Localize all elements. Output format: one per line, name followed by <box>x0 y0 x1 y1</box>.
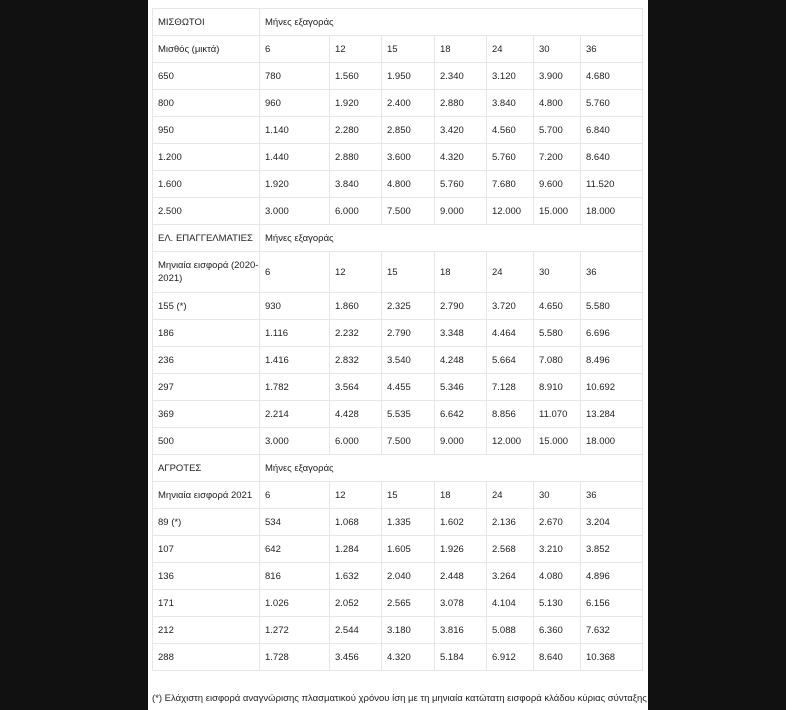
value-cell: 8.496 <box>581 347 643 374</box>
value-cell: 6.000 <box>330 198 382 225</box>
value-cell: 642 <box>260 536 330 563</box>
table-row <box>153 536 643 563</box>
table-row <box>153 509 643 536</box>
value-cell: 3.900 <box>534 63 581 90</box>
value-cell: 816 <box>260 563 330 590</box>
value-cell: 4.080 <box>534 563 581 590</box>
value-cell: 3.000 <box>260 198 330 225</box>
value-cell: 5.760 <box>435 171 487 198</box>
row-label-cell: 171 <box>153 590 260 617</box>
value-cell: 3.078 <box>435 590 487 617</box>
value-cell: 4.464 <box>487 320 534 347</box>
value-cell: 12.000 <box>487 428 534 455</box>
section-title-row <box>153 455 643 482</box>
value-cell: 5.580 <box>534 320 581 347</box>
table-row <box>153 428 643 455</box>
value-cell: 2.670 <box>534 509 581 536</box>
value-cell: 6.156 <box>581 590 643 617</box>
value-cell: 2.232 <box>330 320 382 347</box>
month-header-cell: 12 <box>330 36 382 63</box>
value-cell: 5.760 <box>487 144 534 171</box>
value-cell: 4.800 <box>534 90 581 117</box>
value-cell: 11.520 <box>581 171 643 198</box>
value-cell: 2.790 <box>382 320 435 347</box>
month-header-cell: 36 <box>581 482 643 509</box>
section-title: ΕΛ. ΕΠΑΓΓΕΛΜΑΤΙΕΣ <box>153 225 260 252</box>
value-cell: 7.500 <box>382 428 435 455</box>
value-cell: 5.580 <box>581 293 643 320</box>
value-cell: 18.000 <box>581 428 643 455</box>
value-cell: 1.068 <box>330 509 382 536</box>
value-cell: 6.840 <box>581 117 643 144</box>
value-cell: 7.128 <box>487 374 534 401</box>
month-header-cell: 15 <box>382 252 435 293</box>
value-cell: 6.696 <box>581 320 643 347</box>
value-cell: 1.440 <box>260 144 330 171</box>
value-cell: 3.348 <box>435 320 487 347</box>
value-cell: 3.456 <box>330 644 382 671</box>
value-cell: 10.692 <box>581 374 643 401</box>
value-cell: 12.000 <box>487 198 534 225</box>
value-cell: 15.000 <box>534 198 581 225</box>
value-cell: 7.200 <box>534 144 581 171</box>
value-cell: 5.184 <box>435 644 487 671</box>
value-cell: 1.605 <box>382 536 435 563</box>
value-cell: 4.320 <box>382 644 435 671</box>
table-row <box>153 590 643 617</box>
table-row <box>153 401 643 428</box>
value-cell: 3.420 <box>435 117 487 144</box>
value-cell: 3.852 <box>581 536 643 563</box>
value-cell: 3.264 <box>487 563 534 590</box>
column-label: Μισθός (μικτά) <box>153 36 260 63</box>
column-label: Μηνιαία εισφορά 2021 <box>153 482 260 509</box>
value-cell: 4.896 <box>581 563 643 590</box>
value-cell: 1.335 <box>382 509 435 536</box>
column-header-row <box>153 252 643 293</box>
month-header-cell: 24 <box>487 36 534 63</box>
value-cell: 1.920 <box>330 90 382 117</box>
value-cell: 4.248 <box>435 347 487 374</box>
month-header-cell: 12 <box>330 482 382 509</box>
value-cell: 7.500 <box>382 198 435 225</box>
value-cell: 5.535 <box>382 401 435 428</box>
value-cell: 5.130 <box>534 590 581 617</box>
value-cell: 1.116 <box>260 320 330 347</box>
value-cell: 2.040 <box>382 563 435 590</box>
value-cell: 11.070 <box>534 401 581 428</box>
value-cell: 3.540 <box>382 347 435 374</box>
value-cell: 2.136 <box>487 509 534 536</box>
value-cell: 2.880 <box>330 144 382 171</box>
value-cell: 1.416 <box>260 347 330 374</box>
value-cell: 2.544 <box>330 617 382 644</box>
table-row <box>153 320 643 347</box>
row-label-cell: 288 <box>153 644 260 671</box>
value-cell: 1.284 <box>330 536 382 563</box>
value-cell: 6.360 <box>534 617 581 644</box>
value-cell: 3.840 <box>330 171 382 198</box>
table-row <box>153 144 643 171</box>
table-row <box>153 198 643 225</box>
value-cell: 9.000 <box>435 428 487 455</box>
value-cell: 7.680 <box>487 171 534 198</box>
footnote: (*) Ελάχιστη εισφορά αναγνώρισης πλασματικού χρόνου ίση με τη μηνιαία κατώτατη εισφορά κλάδου κύριας σύνταξης <box>152 693 647 704</box>
month-header-cell: 15 <box>382 482 435 509</box>
month-header-cell: 24 <box>487 252 534 293</box>
row-label-cell: 800 <box>153 90 260 117</box>
value-cell: 1.926 <box>435 536 487 563</box>
value-cell: 1.140 <box>260 117 330 144</box>
value-cell: 960 <box>260 90 330 117</box>
month-header-cell: 6 <box>260 482 330 509</box>
row-label-cell: 186 <box>153 320 260 347</box>
month-header-cell: 36 <box>581 252 643 293</box>
row-label-cell: 155 (*) <box>153 293 260 320</box>
month-header-cell: 15 <box>382 36 435 63</box>
months-header: Μήνες εξαγοράς <box>260 225 643 252</box>
row-label-cell: 650 <box>153 63 260 90</box>
months-header: Μήνες εξαγοράς <box>260 455 643 482</box>
month-header-cell: 18 <box>435 482 487 509</box>
value-cell: 3.840 <box>487 90 534 117</box>
row-label-cell: 950 <box>153 117 260 144</box>
value-cell: 13.284 <box>581 401 643 428</box>
document-page <box>148 0 648 710</box>
row-label-cell: 369 <box>153 401 260 428</box>
value-cell: 2.052 <box>330 590 382 617</box>
value-cell: 3.000 <box>260 428 330 455</box>
section-title-row <box>153 225 643 252</box>
value-cell: 1.920 <box>260 171 330 198</box>
table-row <box>153 644 643 671</box>
value-cell: 1.860 <box>330 293 382 320</box>
value-cell: 2.565 <box>382 590 435 617</box>
value-cell: 2.790 <box>435 293 487 320</box>
value-cell: 18.000 <box>581 198 643 225</box>
month-header-cell: 6 <box>260 252 330 293</box>
value-cell: 7.632 <box>581 617 643 644</box>
value-cell: 2.448 <box>435 563 487 590</box>
value-cell: 4.428 <box>330 401 382 428</box>
value-cell: 8.856 <box>487 401 534 428</box>
row-label-cell: 212 <box>153 617 260 644</box>
value-cell: 3.564 <box>330 374 382 401</box>
section-title: ΑΓΡΟΤΕΣ <box>153 455 260 482</box>
table-row <box>153 171 643 198</box>
value-cell: 4.800 <box>382 171 435 198</box>
value-cell: 1.950 <box>382 63 435 90</box>
value-cell: 2.880 <box>435 90 487 117</box>
month-header-cell: 18 <box>435 36 487 63</box>
value-cell: 2.325 <box>382 293 435 320</box>
table-row <box>153 374 643 401</box>
value-cell: 6.000 <box>330 428 382 455</box>
value-cell: 2.340 <box>435 63 487 90</box>
value-cell: 9.000 <box>435 198 487 225</box>
value-cell: 1.272 <box>260 617 330 644</box>
row-label-cell: 236 <box>153 347 260 374</box>
value-cell: 2.400 <box>382 90 435 117</box>
value-cell: 3.816 <box>435 617 487 644</box>
section-title-row <box>153 9 643 36</box>
value-cell: 3.600 <box>382 144 435 171</box>
value-cell: 4.455 <box>382 374 435 401</box>
value-cell: 15.000 <box>534 428 581 455</box>
value-cell: 8.910 <box>534 374 581 401</box>
value-cell: 1.026 <box>260 590 330 617</box>
value-cell: 3.120 <box>487 63 534 90</box>
value-cell: 2.280 <box>330 117 382 144</box>
value-cell: 2.568 <box>487 536 534 563</box>
value-cell: 2.214 <box>260 401 330 428</box>
value-cell: 8.640 <box>581 144 643 171</box>
table-row <box>153 617 643 644</box>
value-cell: 534 <box>260 509 330 536</box>
table-row <box>153 347 643 374</box>
value-cell: 5.088 <box>487 617 534 644</box>
value-cell: 8.640 <box>534 644 581 671</box>
value-cell: 4.104 <box>487 590 534 617</box>
value-cell: 5.760 <box>581 90 643 117</box>
table-row <box>153 90 643 117</box>
month-header-cell: 30 <box>534 36 581 63</box>
value-cell: 10.368 <box>581 644 643 671</box>
value-cell: 7.080 <box>534 347 581 374</box>
value-cell: 3.210 <box>534 536 581 563</box>
month-header-cell: 6 <box>260 36 330 63</box>
month-header-cell: 18 <box>435 252 487 293</box>
month-header-cell: 24 <box>487 482 534 509</box>
value-cell: 1.728 <box>260 644 330 671</box>
row-label-cell: 500 <box>153 428 260 455</box>
row-label-cell: 136 <box>153 563 260 590</box>
table-row <box>153 63 643 90</box>
month-header-cell: 30 <box>534 482 581 509</box>
value-cell: 3.204 <box>581 509 643 536</box>
months-header: Μήνες εξαγοράς <box>260 9 643 36</box>
row-label-cell: 89 (*) <box>153 509 260 536</box>
month-header-cell: 30 <box>534 252 581 293</box>
value-cell: 780 <box>260 63 330 90</box>
value-cell: 6.912 <box>487 644 534 671</box>
column-header-row <box>153 36 643 63</box>
value-cell: 5.346 <box>435 374 487 401</box>
value-cell: 9.600 <box>534 171 581 198</box>
table-body <box>153 9 643 671</box>
row-label-cell: 297 <box>153 374 260 401</box>
row-label-cell: 2.500 <box>153 198 260 225</box>
month-header-cell: 36 <box>581 36 643 63</box>
value-cell: 2.850 <box>382 117 435 144</box>
value-cell: 6.642 <box>435 401 487 428</box>
value-cell: 5.700 <box>534 117 581 144</box>
value-cell: 1.560 <box>330 63 382 90</box>
table-row <box>153 293 643 320</box>
value-cell: 4.650 <box>534 293 581 320</box>
month-header-cell: 12 <box>330 252 382 293</box>
value-cell: 4.320 <box>435 144 487 171</box>
value-cell: 1.632 <box>330 563 382 590</box>
value-cell: 930 <box>260 293 330 320</box>
value-cell: 3.720 <box>487 293 534 320</box>
column-label: Μηνιαία εισφορά (2020-2021) <box>153 252 260 293</box>
value-cell: 2.832 <box>330 347 382 374</box>
table-row <box>153 117 643 144</box>
row-label-cell: 107 <box>153 536 260 563</box>
value-cell: 4.680 <box>581 63 643 90</box>
value-cell: 1.602 <box>435 509 487 536</box>
column-header-row <box>153 482 643 509</box>
value-cell: 3.180 <box>382 617 435 644</box>
row-label-cell: 1.600 <box>153 171 260 198</box>
value-cell: 4.560 <box>487 117 534 144</box>
value-cell: 5.664 <box>487 347 534 374</box>
row-label-cell: 1.200 <box>153 144 260 171</box>
value-cell: 1.782 <box>260 374 330 401</box>
contribution-table <box>152 8 643 671</box>
section-title: ΜΙΣΘΩΤΟΙ <box>153 9 260 36</box>
table-row <box>153 563 643 590</box>
